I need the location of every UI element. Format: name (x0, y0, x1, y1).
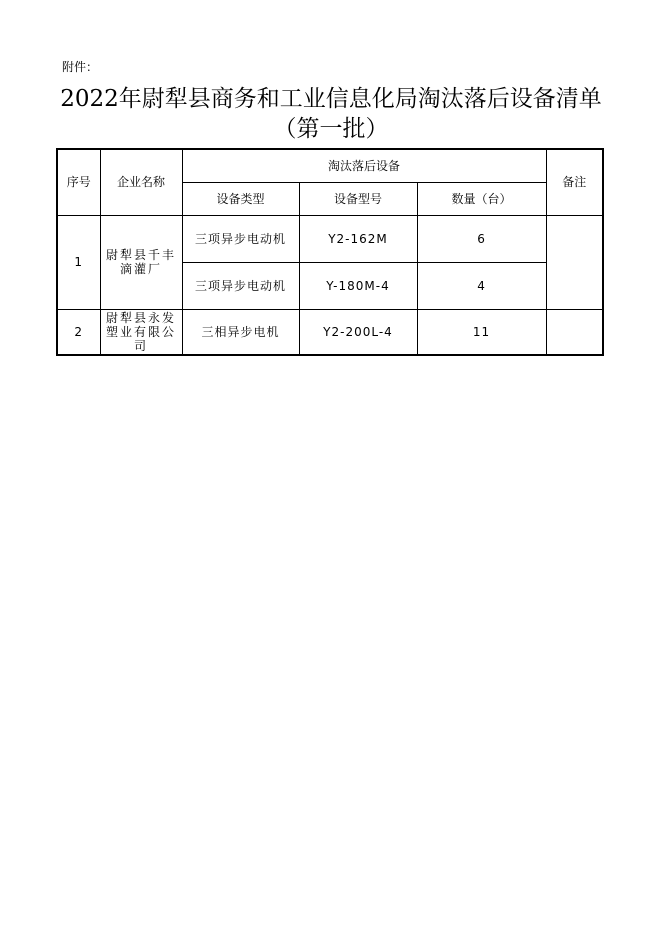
header-seq: 序号 (57, 149, 100, 215)
header-equipment-group: 淘汰落后设备 (182, 149, 546, 182)
header-quantity: 数量（台） (417, 182, 546, 215)
row-company: 尉犁县千丰滴灌厂 (100, 215, 182, 309)
row-remark (546, 309, 603, 355)
row-company: 尉犁县永发塑业有限公司 (100, 309, 182, 355)
attachment-label: 附件： (62, 60, 99, 74)
row-seq: 2 (57, 309, 100, 355)
document-subtitle: （第一批） (273, 116, 389, 142)
header-company: 企业名称 (100, 149, 182, 215)
header-device-model: 设备型号 (299, 182, 417, 215)
table-row (57, 215, 603, 262)
row-quantity: 11 (417, 309, 546, 355)
row-device-model: Y2-200L-4 (299, 309, 417, 355)
document-title: 2022年尉犁县商务和工业信息化局淘汰落后设备清单 (60, 86, 602, 112)
row-quantity: 4 (417, 262, 546, 309)
equipment-table (56, 148, 604, 356)
row-quantity: 6 (417, 215, 546, 262)
row-device-type: 三相异步电机 (182, 309, 299, 355)
row-device-model: Y2-162M (299, 215, 417, 262)
header-remark: 备注 (546, 149, 603, 215)
row-remark (546, 215, 603, 309)
row-device-type: 三项异步电动机 (182, 215, 299, 262)
table-row (57, 309, 603, 355)
row-device-type: 三项异步电动机 (182, 262, 299, 309)
header-device-type: 设备类型 (182, 182, 299, 215)
row-device-model: Y-180M-4 (299, 262, 417, 309)
header-row (57, 149, 603, 182)
row-seq: 1 (57, 215, 100, 309)
